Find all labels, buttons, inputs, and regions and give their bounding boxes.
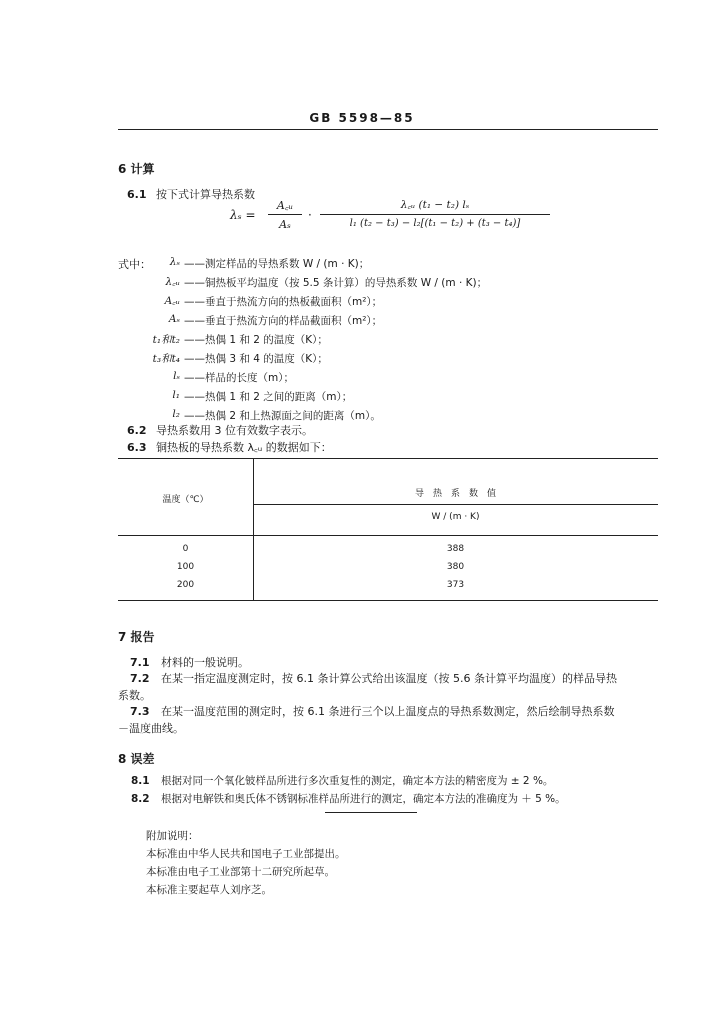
clause-7-2-line-2: 系数。 (118, 689, 151, 702)
clause-6-2-text: 导热系数用 3 位有效数字表示。 (156, 424, 313, 437)
definition-text: ——样品的长度（m）； (184, 372, 294, 384)
definition-symbol: t₁和t₂ (152, 334, 180, 346)
fraction1-bar (268, 214, 302, 215)
table-cell-value: 380 (446, 562, 465, 572)
clause-8-1-text: 根据对同一个氧化铍样品所进行多次重复性的测定，确定本方法的精密度为 ± 2 %。 (160, 775, 554, 787)
table-row (118, 580, 658, 594)
table-row (118, 544, 658, 558)
formula-lhs: λₛ = (230, 208, 256, 222)
clause-7-3-number: 7.3 (130, 705, 150, 718)
definition-symbol: t₃和t₄ (152, 353, 180, 365)
table-header-rule (118, 535, 658, 536)
section-6-title: 6 计算 (118, 162, 155, 176)
clause-7-2-text: 在某一指定温度测定时，按 6.1 条计算公式给出该温度（按 5.6 条计算平均温度）的样品导热 (161, 672, 617, 685)
table-top-rule (118, 458, 658, 459)
table-bottom-rule (118, 600, 658, 601)
clause-7-1-text: 材料的一般说明。 (161, 656, 249, 669)
clause-6-1-text: 按下式计算导热系数 (156, 188, 255, 201)
definition-symbol: Aₛ (168, 313, 180, 325)
appendix-line: 本标准由电子工业部第十二研究所起草。 (146, 866, 335, 878)
table-cell-temperature: 100 (176, 562, 195, 572)
fraction2-numerator: λ꜀ᵤ (t₁ − t₂) lₛ (400, 199, 470, 211)
section-8-title: 8 误差 (118, 752, 155, 766)
definition-text: ——铜热板平均温度（按 5.5 条计算）的导热系数 W / (m · K)； (184, 277, 488, 289)
definition-row (110, 389, 670, 409)
clause-6-3-text: 铜热板的导热系数 λ꜀ᵤ 的数据如下： (156, 441, 332, 454)
definition-symbol: λ꜀ᵤ (165, 276, 180, 288)
definition-symbol: lₛ (173, 370, 180, 382)
table-row (118, 562, 658, 576)
where-label: 式中： (118, 258, 151, 271)
definition-row (110, 332, 670, 352)
clause-8-1-number: 8.1 (131, 775, 150, 787)
definition-symbol: A꜀ᵤ (164, 295, 180, 307)
definition-text: ——热偶 1 和 2 的温度（K）； (184, 334, 328, 346)
clause-7-1-number: 7.1 (130, 656, 150, 669)
clause-7-3-line-1 (130, 703, 614, 719)
table-cell-temperature: 200 (176, 580, 195, 590)
definition-row (110, 294, 670, 314)
definition-text: ——垂直于热流方向的热板截面积（m²）； (184, 296, 383, 308)
table-cell-temperature: 0 (182, 544, 189, 554)
clause-6-1-number: 6.1 (127, 188, 147, 201)
definition-symbol: λₛ (169, 256, 180, 268)
standard-number: GB 5598—85 (309, 111, 415, 125)
header-rule (118, 129, 658, 130)
fraction1-numerator: A꜀ᵤ (276, 199, 294, 212)
table-header-inner-rule (253, 504, 658, 505)
table-header-unit: W / (m · K) (431, 512, 480, 522)
clause-7-1 (130, 654, 249, 670)
section-7-title: 7 报告 (118, 630, 155, 644)
table-column-divider (253, 458, 254, 600)
clause-8-2-number: 8.2 (131, 793, 150, 805)
clause-8-1 (131, 773, 553, 788)
definition-row (110, 275, 670, 295)
fraction1-denominator: Aₛ (279, 218, 291, 231)
appendix-line: 本标准主要起草人刘序芝。 (146, 884, 272, 896)
clause-7-3-line-2: －温度曲线。 (118, 722, 184, 735)
definition-row (110, 313, 670, 333)
definition-text: ——热偶 1 和 2 之间的距离（m）； (184, 391, 353, 403)
appendix-title: 附加说明： (146, 830, 199, 842)
table-header-conductivity: 导 热 系 数 值 (414, 489, 496, 499)
fraction2-denominator: l₁ (t₂ − t₃) − l₂[(t₁ − t₂) + (t₃ − t₄)] (349, 218, 521, 229)
clause-8-2-text: 根据对电解铁和奥氏体不锈钢标准样品所进行的测定，确定本方法的准确度为 ＋ 5 %。 (160, 793, 566, 805)
definition-text: ——测定样品的导热系数 W / (m · K)； (184, 258, 370, 270)
end-rule (325, 812, 417, 813)
clause-8-2 (131, 791, 566, 806)
definition-text: ——垂直于热流方向的样品截面积（m²）； (184, 315, 383, 327)
definition-row (110, 351, 670, 371)
clause-6-3 (127, 439, 332, 455)
definition-row (110, 256, 670, 276)
table-header-temperature: 温度（℃） (162, 495, 209, 505)
appendix-line: 本标准由中华人民共和国电子工业部提出。 (146, 848, 346, 860)
fraction2-bar (320, 214, 550, 215)
table-cell-value: 373 (446, 580, 465, 590)
definition-symbol: l₂ (172, 408, 180, 420)
definition-text: ——热偶 2 和上热源面之间的距离（m）。 (184, 410, 381, 422)
multiply-dot: · (308, 208, 312, 222)
clause-6-2-number: 6.2 (127, 424, 147, 437)
definition-row (110, 370, 670, 390)
clause-6-3-number: 6.3 (127, 441, 147, 454)
definition-symbol: l₁ (172, 389, 180, 401)
clause-7-2-line-1 (130, 670, 617, 686)
formula (230, 198, 560, 238)
clause-7-2-number: 7.2 (130, 672, 150, 685)
clause-7-3-text: 在某一温度范围的测定时，按 6.1 条进行三个以上温度点的导热系数测定，然后绘制导热系数 (161, 705, 615, 718)
definition-text: ——热偶 3 和 4 的温度（K）； (184, 353, 328, 365)
clause-6-2 (127, 422, 313, 438)
table-cell-value: 388 (446, 544, 465, 554)
